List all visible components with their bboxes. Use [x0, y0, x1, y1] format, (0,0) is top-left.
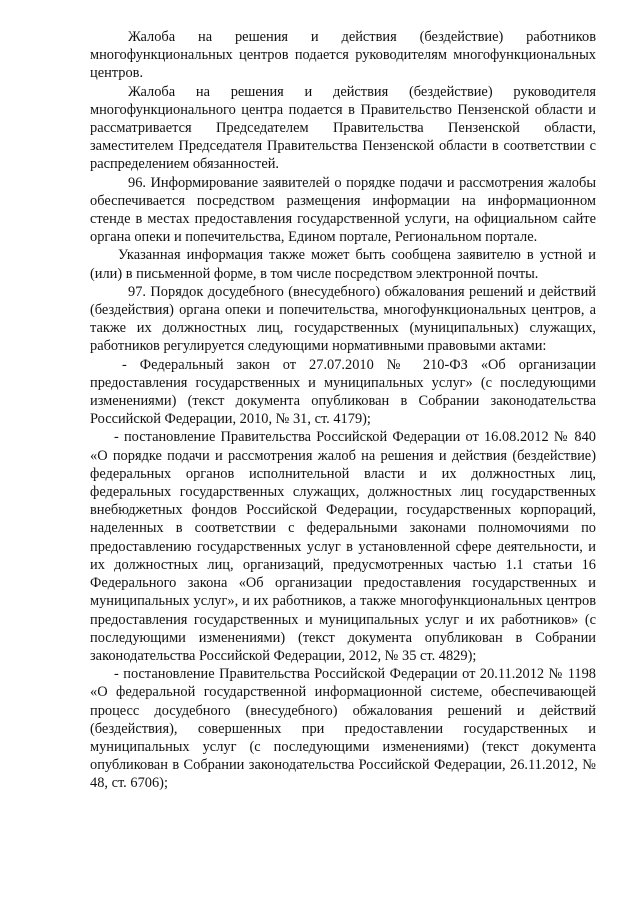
- paragraph-complaint-workers: Жалоба на решения и действия (бездействие) работников многофункциональных центров подается руководителям многофункциональных центров.: [90, 29, 596, 82]
- paragraph-complaint-head: Жалоба на решения и действия (бездействие) руководителя многофункционального центра подается в Правительство Пензенской области и рассматривается Председателем Правительства Пензенской области, заместителем Председателя Правительства Пензенской области в соответствии с распределением обязанностей.: [90, 83, 596, 173]
- list-item-resolution-840: - постановление Правительства Российской Федерации от 16.08.2012 № 840 «О порядке подачи и рассмотрения жалоб на решения и действия (бездействие) федеральных органов исполнительной власти и их должностных лиц, федеральных государственных служащих, должностных лиц государственных внебюджетных фондов Российской Федерации, государственных корпораций, наделенных в соответствии с федеральными законами полномочиями по предоставлению государственных услуг в установленной сфере деятельности, и их должностных лиц, организаций, предусмотренных частью 1.1 статьи 16 Федерального закона «Об организации предоставления государственных и муниципальных услуг», и их работников, а также многофункциональных центров предоставления государственных и муниципальных услуг и их работников» (с последующими изменениями) (текст документа опубликован в Собрании законодательства Российской Федерации, 2012, № 35 ст. 4829);: [90, 429, 596, 664]
- list-item-federal-law-210: - Федеральный закон от 27.07.2010 № 210-ФЗ «Об организации предоставления государственных и муниципальных услуг» (с последующими изменениями) (текст документа опубликован в Собрании законодательства Российской Федерации, 2010, № 31, ст. 4179);: [90, 356, 596, 428]
- paragraph-96-informing: 96. Информирование заявителей о порядке подачи и рассмотрения жалобы обеспечивается посредством размещения информации на информационном стенде в местах предоставления государственной услуги, на официальном сайте органа опеки и попечительства, Едином портале, Региональном портале.: [90, 174, 596, 246]
- paragraph-97-procedure: 97. Порядок досудебного (внесудебного) обжалования решений и действий (бездействия) органа опеки и попечительства, многофункциональных центров, а также их должностных лиц, государственных (муниципальных) служащих, работников регулируется следующими нормативными правовыми актами:: [90, 283, 596, 355]
- list-item-resolution-1198: - постановление Правительства Российской Федерации от 20.11.2012 № 1198 «О федеральной государственной информационной системе, обеспечивающей процесс досудебного (внесудебного) обжалования решений и действий (бездействия), совершенных при предоставлении государственных и муниципальных услуг (с последующими изменениями) (текст документа опубликован в Собрании законодательства Российской Федерации, 26.11.2012, № 48, ст. 6706);: [90, 666, 596, 792]
- paragraph-info-oral-written: Указанная информация также может быть сообщена заявителю в устной и (или) в письменной форме, в том числе посредством электронной почты.: [90, 247, 596, 282]
- document-page: [90, 28, 596, 793]
